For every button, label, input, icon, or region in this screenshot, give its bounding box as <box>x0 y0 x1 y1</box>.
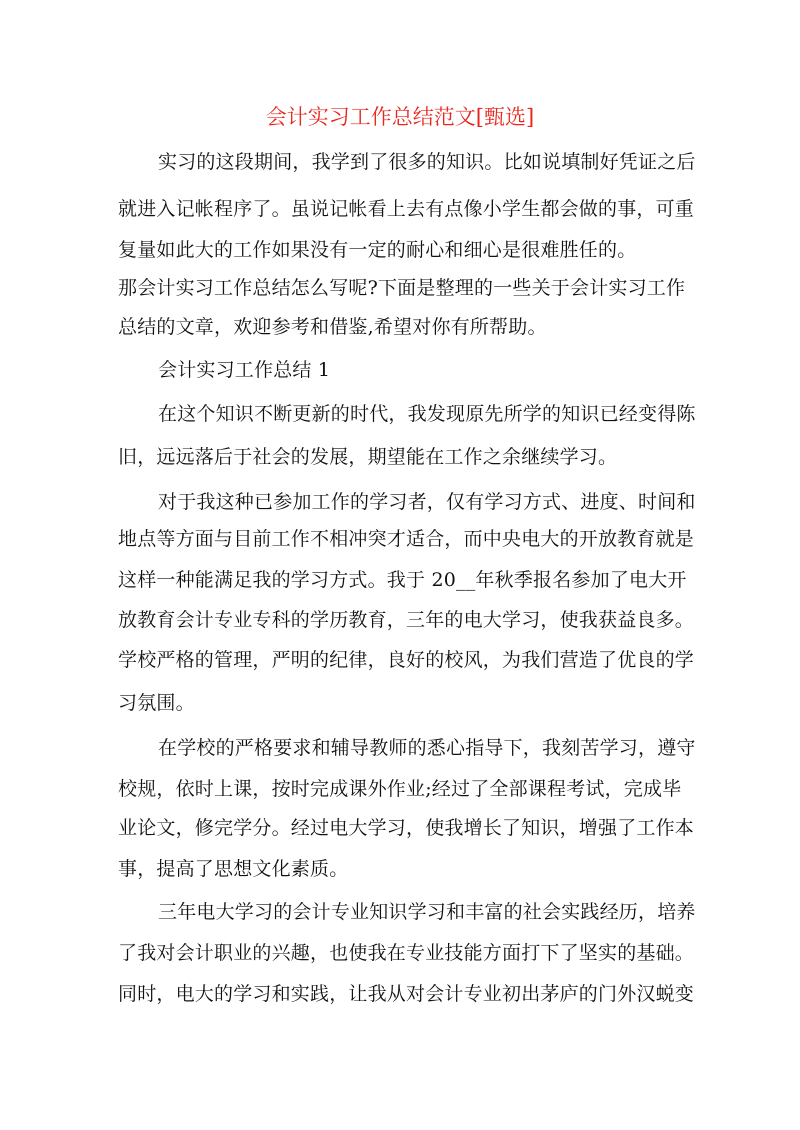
paragraph-line: 在学校的严格要求和辅导教师的悉心指导下，我刻苦学习，遵守 <box>158 737 696 759</box>
document-title: 会计实习工作总结范文[甄选] <box>265 105 535 129</box>
paragraph-line: 地点等方面与目前工作不相冲突才适合，而中央电大的开放教育就是 <box>118 528 695 550</box>
paragraph-line: 业论文，修完学分。经过电大学习，使我增长了知识，增强了工作本 <box>118 817 695 839</box>
paragraph-line: 就进入记帐程序了。虽说记帐看上去有点像小学生都会做的事，可重 <box>118 198 695 220</box>
paragraph-line: 放教育会计专业专科的学历教育，三年的电大学习，使我获益良多。 <box>118 609 695 631</box>
paragraph-line: 那会计实习工作总结怎么写呢?下面是整理的一些关于会计实习工作 <box>118 277 686 299</box>
section-heading: 会计实习工作总结 1 <box>158 359 331 381</box>
paragraph-line: 同时，电大的学习和实践，让我从对会计专业初出茅庐的门外汉蜕变 <box>118 983 695 1005</box>
paragraph-line: 实习的这段期间，我学到了很多的知识。比如说填制好凭证之后 <box>158 151 696 173</box>
paragraph-line: 复量如此大的工作如果没有一定的耐心和细心是很难胜任的。 <box>118 239 637 261</box>
paragraph-line: 事，提高了思想文化素质。 <box>118 858 349 880</box>
paragraph-line: 对于我这种已参加工作的学习者，仅有学习方式、进度、时间和 <box>158 491 696 513</box>
paragraph-line: 这样一种能满足我的学习方式。我于 20__年秋季报名参加了电大开 <box>118 569 687 591</box>
paragraph-line: 学校严格的管理，严明的纪律，良好的校风，为我们营造了优良的学 <box>118 649 695 671</box>
paragraph-line: 习氛围。 <box>118 692 195 714</box>
paragraph-line: 了我对会计职业的兴趣，也使我在专业技能方面打下了坚实的基础。 <box>118 942 695 964</box>
paragraph-line: 总结的文章，欢迎参考和借鉴,希望对你有所帮助。 <box>118 316 547 338</box>
paragraph-line: 校规，依时上课，按时完成课外作业;经过了全部课程考试，完成毕 <box>118 778 682 800</box>
paragraph-line: 旧，远远落后于社会的发展，期望能在工作之余继续学习。 <box>118 446 618 468</box>
paragraph-line: 在这个知识不断更新的时代，我发现原先所学的知识已经变得陈 <box>158 403 696 425</box>
paragraph-line: 三年电大学习的会计专业知识学习和丰富的社会实践经历，培养 <box>158 901 696 923</box>
